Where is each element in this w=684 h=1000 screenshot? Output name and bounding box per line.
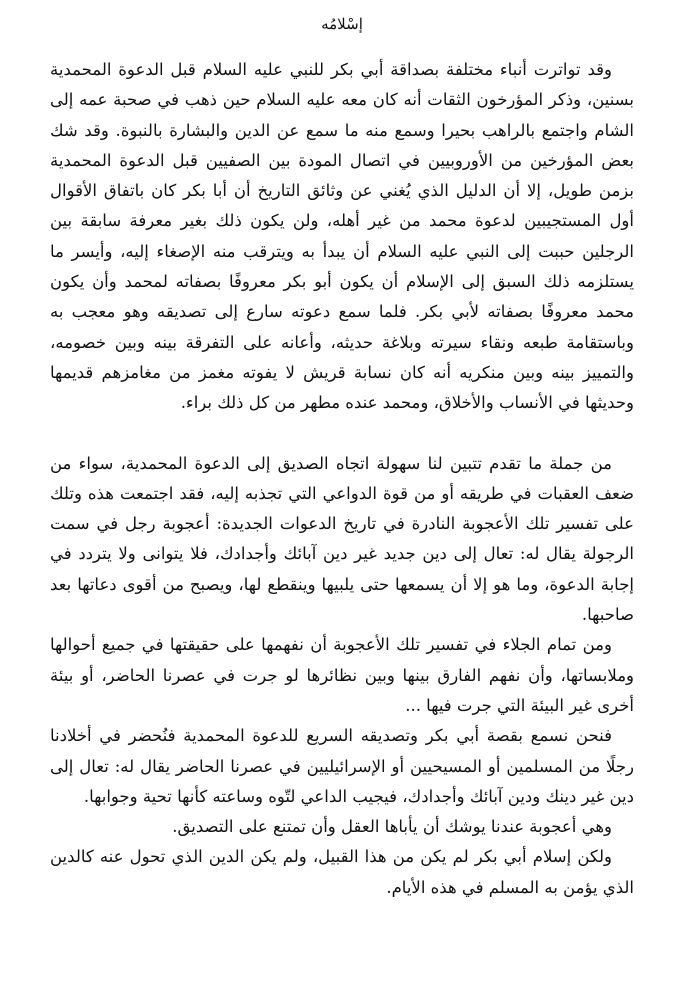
paragraph-6: ولكن إسلام أبي بكر لم يكن من هذا القبيل، ولم يكن الدين الذي تحول عنه كالدين الذي يؤمن به المسلم في هذه الأيام. — [50, 847, 634, 897]
body-text — [50, 55, 634, 903]
paragraph-4: فنحن نسمع بقصة أبي بكر وتصديقه السريع للدعوة المحمدية فنُحضر في أخلادنا رجلًا من المسلمين أو المسيحيين أو الإسرائيليين في عصرنا الحاضر يقال له: تعال إلى دين غير دينك ودين آبائك وأجدادك، فيجيب الداعي لتّوه وساعته كأنها تحية وجوابها. — [50, 726, 634, 806]
running-head: إسْلامُه — [321, 15, 363, 33]
paragraph-1: وقد تواترت أنباء مختلفة بصداقة أبي بكر للنبي عليه السلام قبل الدعوة المحمدية بسنين، وذكر المؤرخون الثقات أنه كان معه عليه السلام حين ذهب في صحبة عمه إلى الشام واجتمع بالراهب بحيرا وسمع منه ما سمع عن الدين والبشارة بالنبوة. وقد شك بعض المؤرخين من الأوروبيين في اتصال المودة بين الصفيين قبل الدعوة المحمدية بزمن طويل، إلا أن الدليل الذي يُغني عن وثائق التاريخ أن أبا بكر كان باتفاق الأقوال أول المستجيبين لدعوة محمد من غير أهله، ولن يكون ذلك بغير معرفة سابقة بين الرجلين حببت إلى النبي عليه السلام أن يبدأ به ويترقب منه الإصغاء إليه، وأيسر ما يستلزمه ذلك السبق إلى الإسلام أن يكون أبو بكر معروفًا بصفاته لمحمد وأن يكون محمد معروفًا بصفاته لأبي بكر. فلما سمع دعوته سارع إلى تصديقه وهو معجب به وباستقامة طبعه ونقاء سيرته وبلاغة حديثه، وأعانه على التفرقة بينه وبين خصومه، والتمييز بينه وبين منكريه أنه كان نسابة قريش لا يفوته مغمز من مغامزهم قديمها وحديثها في الأنساب والأخلاق، ومحمد عنده مطهر من كل ذلك براء. — [50, 60, 634, 413]
paragraph-2: من جملة ما تقدم تتبين لنا سهولة اتجاه الصديق إلى الدعوة المحمدية، سواء من ضعف العقبات في طريقه أو من قوة الدواعي التي تجذبه إليه، فقد اجتمعت هذه وتلك على تفسير تلك الأعجوبة النادرة في تاريخ الدعوات الجديدة: أعجوبة رجل في سمت الرجولة يقال له: تعال إلى دين جديد غير دين آبائك وأجدادك، فلا يتوانى ولا يتردد في إجابة الدعوة، وما هو إلا أن يسمعها حتى يلبيها وينقطع لها، ويصبح من أقوى دعاتها بعد صاحبها. — [50, 453, 634, 625]
book-page — [50, 0, 634, 1000]
paragraph-5: وهي أعجوبة عندنا يوشك أن يأباها العقل وأن تمتنع على التصديق. — [172, 817, 612, 837]
paragraph-3: ومن تمام الجلاء في تفسير تلك الأعجوبة أن نفهمها على حقيقتها في جميع أحوالها وملابساتها، وأن نفهم الفارق بينها وبين نظائرها لو جرت في عصرنا الحاضر، أو بيئة أخرى غير البيئة التي جرت فيها ... — [50, 635, 634, 715]
